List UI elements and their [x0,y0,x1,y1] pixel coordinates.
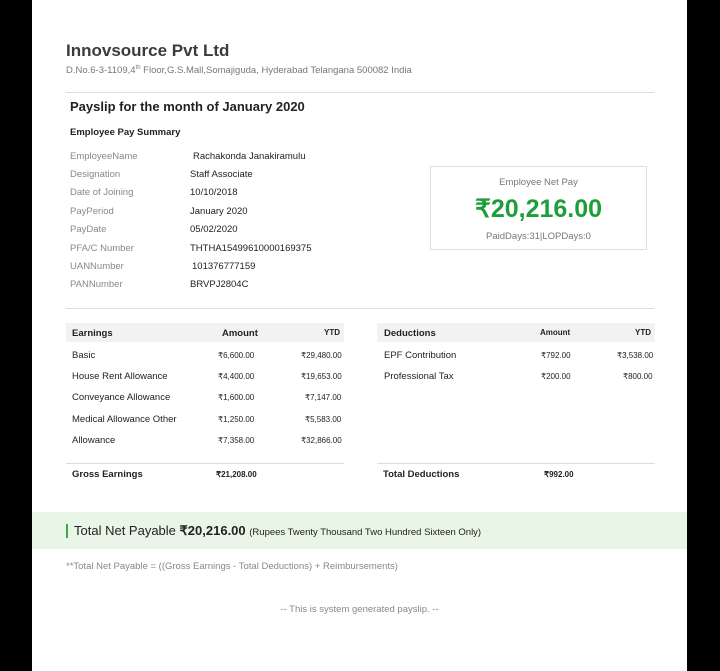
deduction-name: EPF Contribution [384,350,457,361]
pf-number-value: THTHA15499610000169375 [190,243,312,254]
designation-label: Designation [70,169,121,180]
earning-ytd: ₹5,583.00 [305,415,342,424]
pan-label: PANNumber [70,279,123,290]
deduction-name: Professional Tax [384,371,454,382]
earning-name: Conveyance Allowance [72,392,171,403]
doj-value: 10/10/2018 [190,187,238,198]
net-pay-card [430,166,647,250]
divider [66,463,344,464]
earnings-header: Earnings [72,328,113,339]
deduction-ytd: ₹800.00 [623,372,653,381]
company-address: D.No.6-3-1109,4th Floor,G.S.Mall,Somajiguda, Hyderabad Telangana 500082 India [66,65,412,77]
pf-number-label: PFA/C Number [70,243,134,254]
earning-ytd: ₹19,653.00 [301,372,342,381]
designation-value: Staff Associate [190,169,253,180]
earning-name: Medical Allowance Other [72,414,177,425]
earning-name: House Rent Allowance [72,371,168,382]
earning-ytd: ₹32,866.00 [301,436,342,445]
deductions-header: Deductions [384,328,436,339]
payslip-title: Payslip for the month of January 2020 [70,99,305,114]
pay-period-label: PayPeriod [70,206,114,217]
gross-earnings-value: ₹21,208.00 [216,470,257,479]
divider [377,463,655,464]
divider [66,92,654,93]
pay-date-label: PayDate [70,224,107,235]
payslip-page [32,0,687,671]
employee-name-value: Rachakonda Janakiramulu [193,151,306,162]
pan-value: BRVPJ2804C [190,279,249,290]
total-deductions-value: ₹992.00 [544,470,574,479]
net-pay-amount: ₹20,216.00 [474,195,603,223]
earning-amount: ₹7,358.00 [218,436,255,445]
doj-label: Date of Joining [70,187,134,198]
earning-ytd: ₹7,147.00 [305,393,342,402]
earning-ytd: ₹29,480.00 [301,351,342,360]
accent-bar [66,524,68,538]
deduction-ytd: ₹3,538.00 [617,351,654,360]
uan-label: UANNumber [70,261,124,272]
pay-date-value: 05/02/2020 [190,224,238,235]
net-pay-caption: Employee Net Pay [499,177,578,188]
footer-note: -- This is system generated payslip. -- [280,604,439,615]
uan-value: 101376777159 [192,261,256,272]
net-payable-row [32,512,687,549]
earnings-ytd-header: YTD [324,328,340,337]
deductions-amount-header: Amount [540,328,571,337]
earning-amount: ₹1,600.00 [218,393,255,402]
employee-name-label: EmployeeName [70,151,138,162]
net-payable-text: Total Net Payable ₹20,216.00 (Rupees Twenty Thousand Two Hundred Sixteen Only) [74,523,482,538]
paid-days: PaidDays:31|LOPDays:0 [486,231,591,242]
earning-amount: ₹6,600.00 [218,351,255,360]
company-name: Innovsource Pvt Ltd [66,41,230,60]
earning-amount: ₹1,250.00 [218,415,255,424]
divider [66,308,654,309]
deduction-amount: ₹200.00 [541,372,571,381]
deduction-amount: ₹792.00 [541,351,571,360]
summary-title: Employee Pay Summary [70,127,181,138]
earning-name: Basic [72,350,96,361]
total-deductions-label: Total Deductions [383,469,460,480]
gross-earnings-label: Gross Earnings [72,469,143,480]
deductions-ytd-header: YTD [635,328,651,337]
pay-period-value: January 2020 [190,206,248,217]
earning-amount: ₹4,400.00 [218,372,255,381]
earnings-amount-header: Amount [222,328,258,339]
earning-name: Allowance [72,435,116,446]
net-payable-formula: **Total Net Payable = ((Gross Earnings - Total Deductions) + Reimbursements) [66,561,398,572]
